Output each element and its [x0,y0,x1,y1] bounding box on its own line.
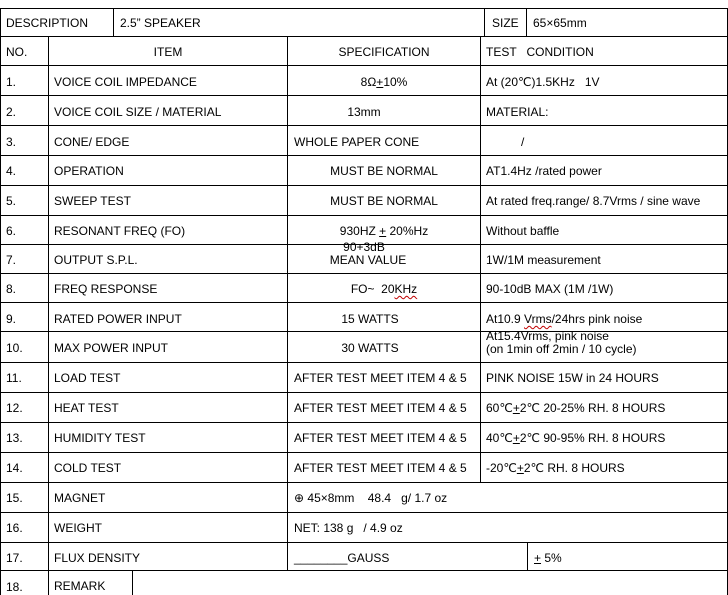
row-condition: At (20℃)1.5KHz 1V [486,75,600,89]
row-spec: 13mm [347,105,381,119]
rule [0,392,728,393]
rule [0,452,728,453]
row-number: 16. [6,521,23,535]
rule [0,95,728,96]
cond-text: 2℃ 20-25% RH. 8 HOURS [519,401,666,415]
rule [0,542,728,543]
rule [0,422,728,423]
cond-text: 60℃ [486,401,513,415]
row-item: COLD TEST [54,461,122,475]
rule [0,570,728,571]
row-item: MAGNET [54,491,106,505]
rule [0,65,728,66]
spec-text: 8Ω [360,75,377,89]
row-condition [486,401,665,415]
row-number: 12. [6,401,23,415]
row-item: CONE/ EDGE [54,135,130,149]
row-number: 5. [6,194,17,208]
blank-line: ________ [294,551,348,565]
row-item: VOICE COIL SIZE / MATERIAL [54,105,222,119]
row-spec: 30 WATTS [341,341,399,355]
spec-text: 10% [383,75,408,89]
rule [48,36,49,595]
row-condition: 90-10dB MAX (1M /1W) [486,282,614,296]
spec-text: KHz [394,282,418,296]
row-spec: ⊕ 45×8mm 48.4 g/ 1.7 oz [294,491,448,505]
row-number: 7. [6,253,17,267]
rule [0,331,728,332]
row-number: 1. [6,75,17,89]
plus-minus-sign: + [516,461,524,475]
row-number: 8. [6,282,17,296]
row-number: 18. [6,580,23,594]
row-item: MAX POWER INPUT [54,341,169,355]
row-number: 9. [6,312,17,326]
row-condition: AT1.4Hz /rated power [486,164,602,178]
row-number: 17. [6,551,23,565]
row-item: FREQ RESPONSE [54,282,158,296]
column-test-condition-header: TEST CONDITION [486,45,594,59]
row-spec [288,282,480,296]
size-value: 65×65mm [533,16,587,30]
cond-text: 5% [541,551,562,565]
cond-text: 2℃ RH. 8 HOURS [523,461,625,475]
row-spec: MUST BE NORMAL [330,164,438,178]
plus-minus-sign: + [512,401,520,415]
row-condition [534,551,562,565]
column-no-header: NO. [6,45,28,59]
cond-text: -20℃ [486,461,517,475]
column-item-header: ITEM [153,45,183,59]
row-item: RESONANT FREQ (FO) [54,224,186,238]
rule [0,8,1,595]
row-item: WEIGHT [54,521,102,535]
cond-text: At10.9 [486,312,525,326]
rule [113,8,114,36]
cond-text: /24hrs pink noise [551,312,643,326]
plus-minus-sign: + [379,224,387,238]
row-number: 11. [6,371,22,385]
row-condition: PINK NOISE 15W in 24 HOURS [486,371,659,385]
row-number: 2. [6,105,17,119]
row-spec [294,551,389,565]
row-spec-line2: MEAN VALUE [329,253,407,267]
rule [526,8,527,36]
rule [480,36,481,482]
row-item: REMARK [54,579,106,593]
row-item: VOICE COIL IMPEDANCE [54,75,197,89]
row-item: RATED POWER INPUT [54,312,182,326]
cond-text: 2℃ 90-95% RH. 8 HOURS [519,431,666,445]
row-number: 3. [6,135,17,149]
row-spec: MUST BE NORMAL [330,194,438,208]
row-item: LOAD TEST [54,371,121,385]
rule [484,8,485,36]
spec-text: 20%Hz [386,224,429,238]
row-condition: / [521,135,525,149]
rule [527,542,528,570]
rule [0,362,728,363]
row-item: HUMIDITY TEST [54,431,146,445]
rule [0,155,728,156]
rule [0,302,728,303]
row-condition: 1W/1M measurement [486,253,601,267]
row-condition [486,461,625,475]
description-value: 2.5” SPEAKER [120,16,201,30]
row-spec: WHOLE PAPER CONE [294,135,420,149]
rule [0,8,728,9]
row-item: OPERATION [54,164,124,178]
row-spec: AFTER TEST MEET ITEM 4 & 5 [294,431,467,445]
row-item: FLUX DENSITY [54,551,141,565]
row-spec: AFTER TEST MEET ITEM 4 & 5 [294,461,467,475]
plus-minus-sign: + [376,75,384,89]
size-label: SIZE [492,16,519,30]
row-number: 10. [6,341,23,355]
spec-text: 930HZ [339,224,380,238]
row-condition: MATERIAL: [486,105,549,119]
plus-minus-sign: + [534,551,542,565]
row-condition: At rated freq.range/ 8.7Vrms / sine wave [486,194,701,208]
row-number: 4. [6,164,17,178]
row-item: HEAT TEST [54,401,119,415]
row-condition-line2: (on 1min off 2min / 10 cycle) [486,342,637,356]
row-spec: AFTER TEST MEET ITEM 4 & 5 [294,371,467,385]
rule [0,482,728,483]
description-label: DESCRIPTION [6,16,89,30]
cond-text: 40℃ [486,431,513,445]
row-spec-line1: 90+3dB [343,240,385,254]
rule [0,125,728,126]
row-number: 14. [6,461,23,475]
row-spec: AFTER TEST MEET ITEM 4 & 5 [294,401,467,415]
row-condition-line1: At15.4Vrms, pink noise [486,329,609,343]
column-specification-header: SPECIFICATION [338,45,430,59]
spec-text: FO~ 20 [350,282,395,296]
rule [132,570,133,595]
row-item: SWEEP TEST [54,194,131,208]
row-spec [288,75,480,89]
cond-text: Vrms [524,312,552,326]
row-spec: NET: 138 g / 4.9 oz [294,521,403,535]
row-number: 15. [6,491,23,505]
row-condition [486,312,642,326]
row-number: 6. [6,224,17,238]
rule [0,185,728,186]
row-item: OUTPUT S.P.L. [54,253,138,267]
row-spec: 15 WATTS [341,312,399,326]
row-spec [288,224,480,238]
row-condition [486,431,665,445]
rule [0,215,728,216]
row-condition: Without baffle [486,224,560,238]
row-number: 13. [6,431,23,445]
plus-minus-sign: + [512,431,520,445]
spec-text: GAUSS [347,551,390,565]
rule [0,273,728,274]
rule [0,36,728,37]
rule [0,512,728,513]
